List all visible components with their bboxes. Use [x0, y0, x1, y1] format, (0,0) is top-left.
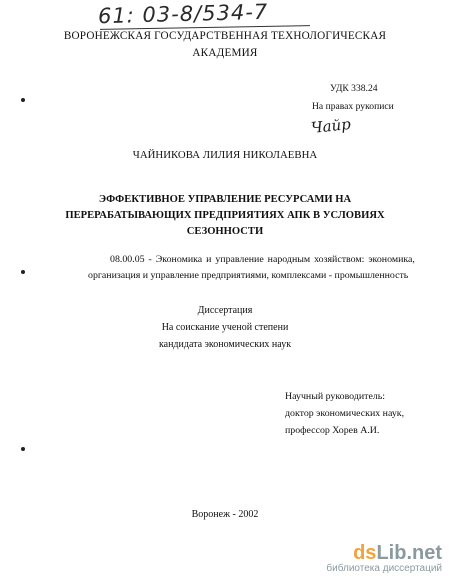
watermark-logo-net: .net	[406, 542, 442, 564]
specialty-line-1: 08.00.05 - Экономика и управление народным хозяйством: экономика,	[110, 254, 415, 265]
author-name: ЧАЙНИКОВА ЛИЛИЯ НИКОЛАЕВНА	[132, 149, 318, 161]
city-year: Воронеж - 2002	[191, 509, 259, 520]
dissertation-title-line-2: ПЕРЕРАБАТЫВАЮЩИХ ПРЕДПРИЯТИЯХ АПК В УСЛОВИЯХ	[65, 210, 385, 221]
author-signature: Чайр	[310, 114, 352, 138]
institution-line-2: АКАДЕМИЯ	[192, 47, 258, 59]
binding-hole-bottom	[21, 447, 25, 451]
dissertation-title-line-1: ЭФФЕКТИВНОЕ УПРАВЛЕНИЕ РЕСУРСАМИ НА	[98, 194, 352, 205]
watermark[interactable]	[326, 542, 442, 574]
archive-number: 61: 03-8/534-7	[97, 0, 269, 29]
rights-notice: На правах рукописи	[312, 101, 394, 112]
degree-line-1: Диссертация	[197, 305, 253, 316]
advisor-line-1: Научный руководитель:	[285, 391, 385, 402]
watermark-logo	[326, 542, 442, 565]
advisor-line-3: профессор Хорев А.И.	[285, 425, 380, 436]
advisor-line-2: доктор экономических наук,	[285, 408, 405, 419]
watermark-logo-ds: ds	[353, 542, 377, 564]
specialty-line-2: организация и управление предприятиями, комплексами - промышленность	[88, 270, 409, 281]
udc-code: УДК 338.24	[330, 83, 378, 94]
binding-hole-top	[21, 98, 25, 102]
watermark-subtitle: библиотека диссертаций	[326, 563, 442, 574]
binding-hole-middle	[21, 270, 25, 274]
watermark-logo-lib: Lib	[376, 542, 407, 564]
degree-line-3: кандидата экономических наук	[158, 339, 292, 350]
degree-line-2: На соискание ученой степени	[161, 322, 289, 333]
institution-line-1: ВОРОНЕЖСКАЯ ГОСУДАРСТВЕННАЯ ТЕХНОЛОГИЧЕСКАЯ	[63, 30, 387, 42]
dissertation-title-line-3: СЕЗОННОСТИ	[186, 226, 264, 237]
